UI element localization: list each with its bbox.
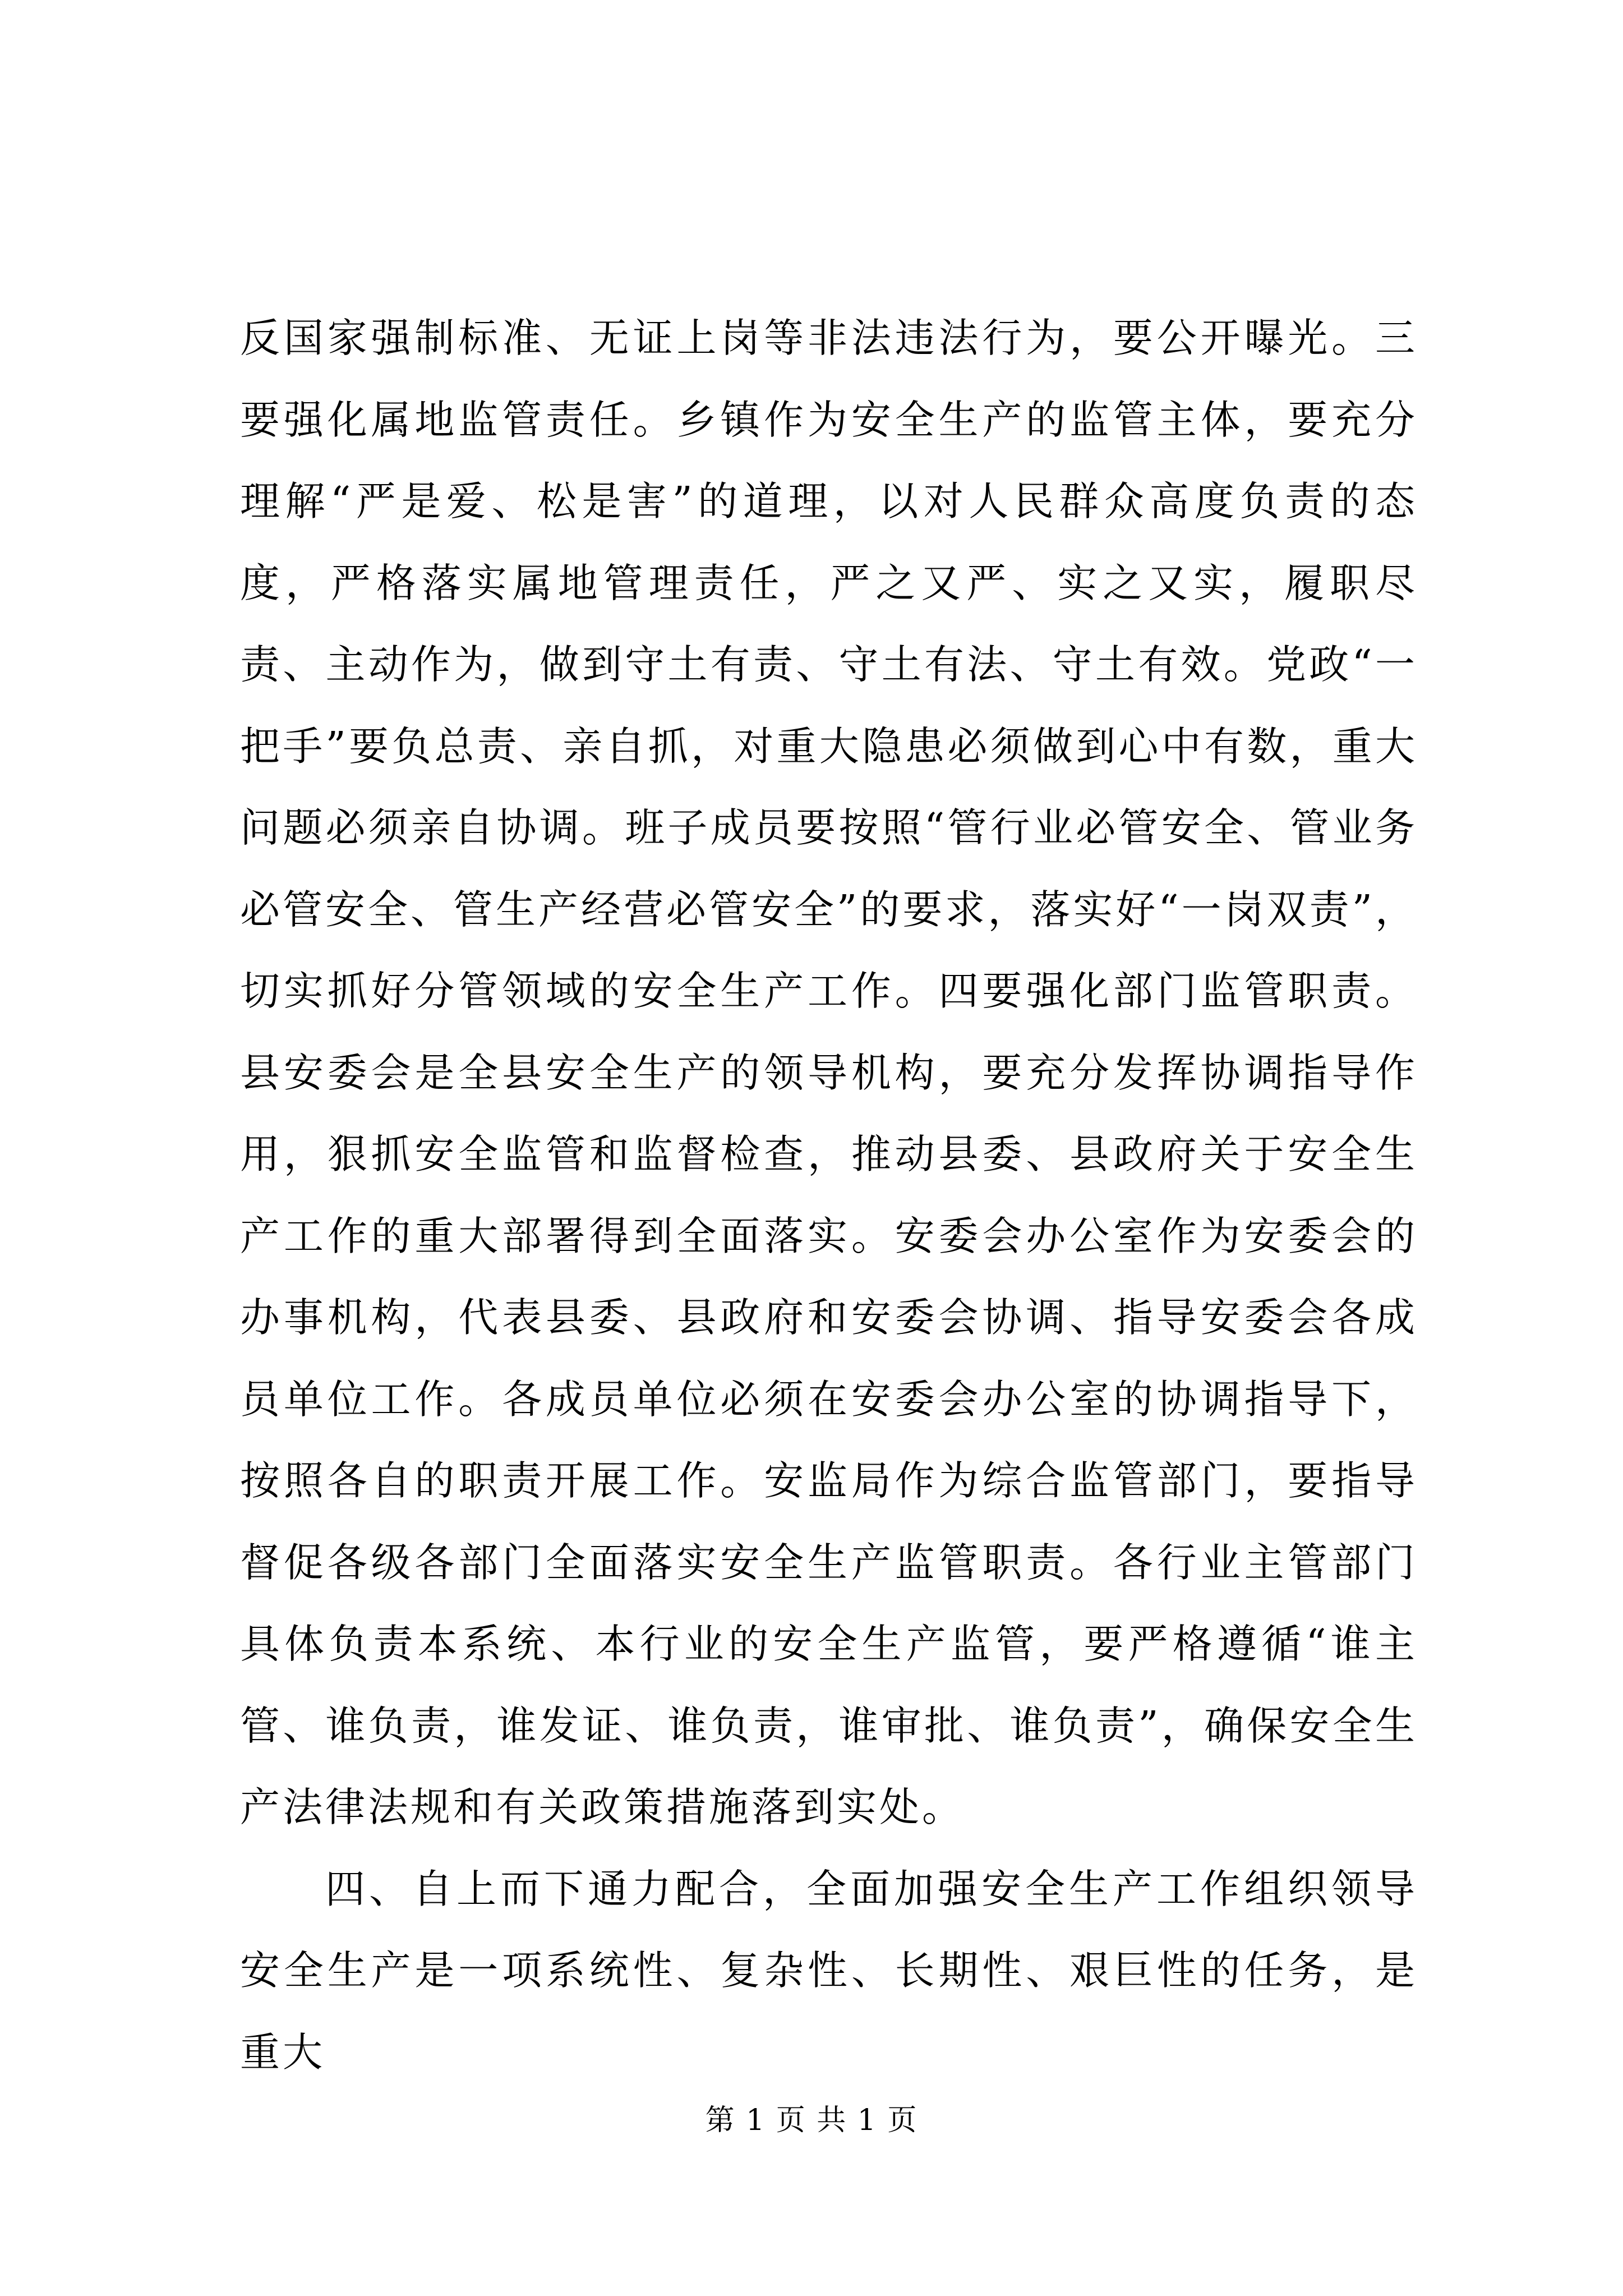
- body-paragraph-2: 四、自上而下通力配合，全面加强安全生产工作组织领导安全生产是一项系统性、复杂性、长期性、艰巨性的任务，是重大: [240, 1865, 1418, 2076]
- body-paragraph-1: 反国家强制标准、无证上岗等非法违法行为，要公开曝光。三要强化属地监管责任。乡镇作为安全生产的监管主体，要充分理解“严是爱、松是害”的道理，以对人民群众高度负责的态度，严格落实属地管理责任，严之又严、实之又实，履职尽责、主动作为，做到守土有责、守土有法、守土有效。党政“一把手”要负总责、亲自抓，对重大隐患必须做到心中有数，重大问题必须亲自协调。班子成员要按照“管行业必管安全、管业务必管安全、管生产经营必管安全”的要求，落实好“一岗双责”，切实抓好分管领域的安全生产工作。四要强化部门监管职责。县安委会是全县安全生产的领导机构，要充分发挥协调指导作用，狠抓安全监管和监督检查，推动县委、县政府关于安全生产工作的重大部署得到全面落实。安委会办公室作为安委会的办事机构，代表县委、县政府和安委会协调、指导安委会各成员单位工作。各成员单位必须在安委会办公室的协调指导下，按照各自的职责开展工作。安监局作为综合监管部门，要指导督促各级各部门全面落实安全生产监管职责。各行业主管部门具体负责本系统、本行业的安全生产监管，要严格遵循“谁主管、谁负责，谁发证、谁负责，谁审批、谁负责”，确保安全生产法律法规和有关政策措施落到实处。: [240, 315, 1418, 1830]
- document-body: [240, 297, 1418, 2093]
- page-number-footer: 第 1 页 共 1 页: [705, 2104, 918, 2137]
